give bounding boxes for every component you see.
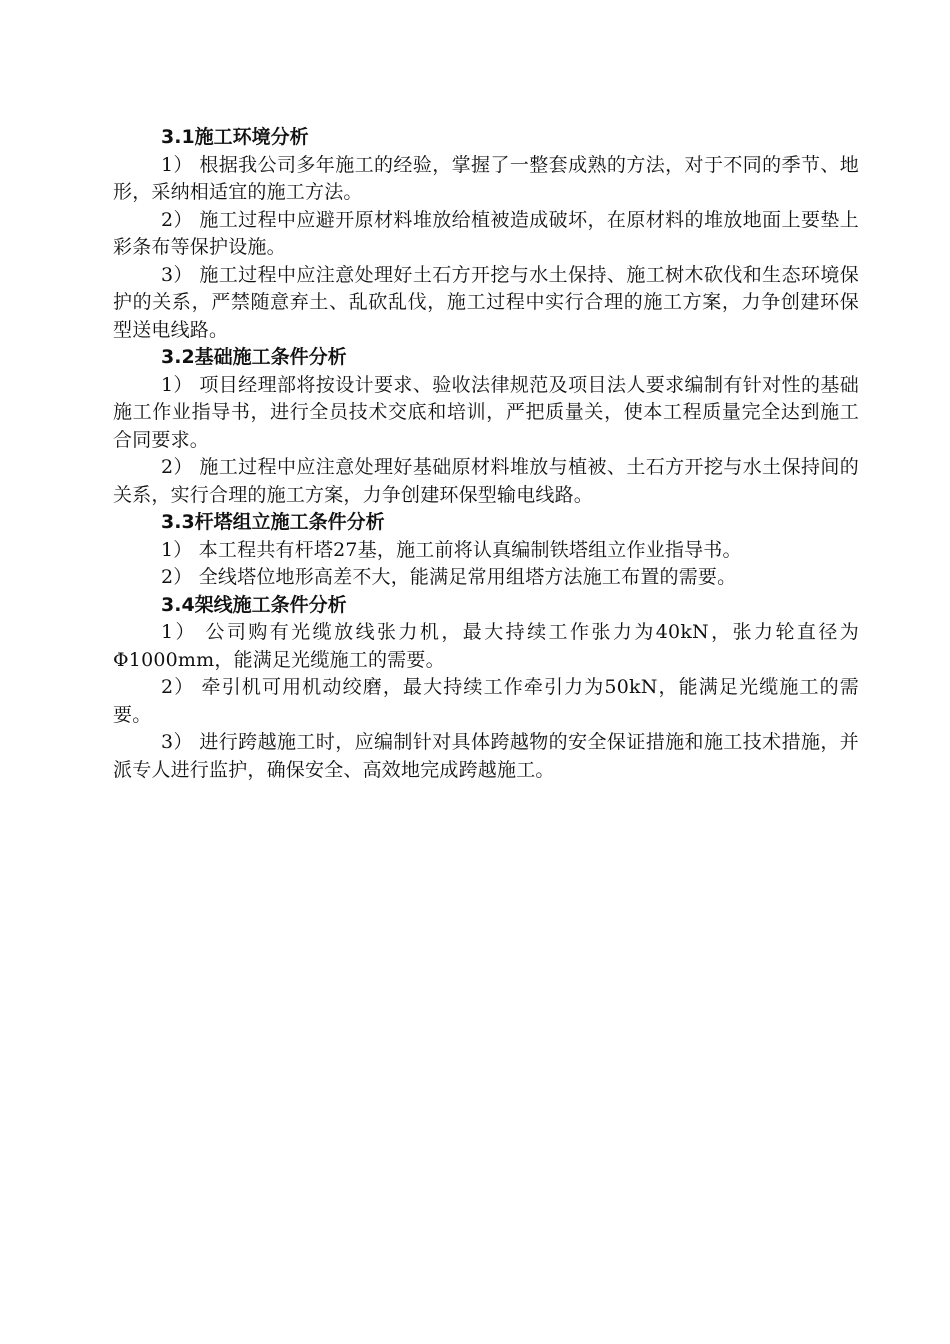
paragraph: 2） 施工过程中应避开原材料堆放给植被造成破坏，在原材料的堆放地面上要垫上彩条布等保护设施。 — [113, 208, 859, 258]
paragraph: 1） 根据我公司多年施工的经验，掌握了一整套成熟的方法，对于不同的季节、地形，采纳相适宜的施工方法。 — [113, 153, 859, 203]
paragraph: 1） 本工程共有杆塔27基，施工前将认真编制铁塔组立作业指导书。 — [161, 538, 742, 561]
section-3-2 — [113, 344, 859, 509]
section-3-3 — [113, 509, 859, 592]
paragraph: 2） 施工过程中应注意处理好基础原材料堆放与植被、土石方开挖与水土保持间的关系，实行合理的施工方案，力争创建环保型输电线路。 — [113, 456, 859, 506]
section-3-1 — [113, 124, 859, 344]
paragraph: 3） 施工过程中应注意处理好土石方开挖与水土保持、施工树木砍伐和生态环境保护的关系，严禁随意弃土、乱砍乱伐，施工过程中实行合理的施工方案，力争创建环保型送电线路。 — [113, 263, 859, 341]
paragraph: 1） 公司购有光缆放线张力机，最大持续工作张力为40kN，张力轮直径为Φ1000mm，能满足光缆施工的需要。 — [113, 621, 859, 671]
paragraph: 2） 全线塔位地形高差不大，能满足常用组塔方法施工布置的需要。 — [161, 566, 737, 588]
section-heading: 3.1施工环境分析 — [161, 126, 309, 148]
section-3-4 — [113, 592, 859, 785]
section-heading: 3.3杆塔组立施工条件分析 — [161, 511, 385, 533]
paragraph: 1） 项目经理部将按设计要求、验收法律规范及项目法人要求编制有针对性的基础施工作业指导书，进行全员技术交底和培训，严把质量关，使本工程质量完全达到施工合同要求。 — [113, 373, 859, 451]
section-heading: 3.4架线施工条件分析 — [161, 593, 347, 616]
paragraph: 3） 进行跨越施工时，应编制针对具体跨越物的安全保证措施和施工技术措施，并派专人进行监护，确保安全、高效地完成跨越施工。 — [113, 731, 859, 781]
document-page — [113, 124, 859, 784]
paragraph: 2） 牵引机可用机动绞磨，最大持续工作牵引力为50kN，能满足光缆施工的需要。 — [113, 676, 859, 726]
section-heading: 3.2基础施工条件分析 — [161, 346, 347, 368]
